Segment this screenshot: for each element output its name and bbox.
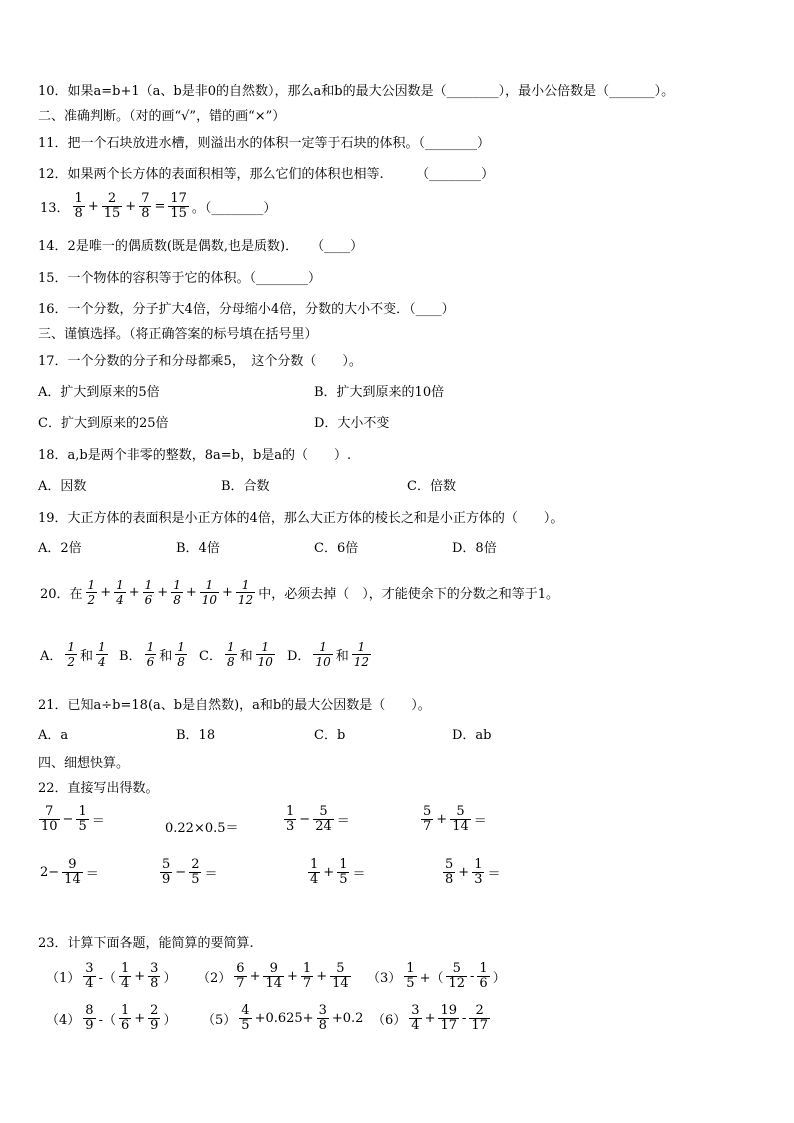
q23-item-3 [365,962,508,991]
math-symbol: + [458,865,470,880]
math-symbol: -（ [98,971,116,986]
q23-item-5 [200,1004,365,1033]
q22-item-4 [420,805,489,834]
section-3-title: 三、谨慎选择。（将正确答案的标号填在括号里） [38,327,318,342]
fraction: $\frac{1}{10}$ [257,640,273,669]
math-symbol: + [134,1011,146,1026]
question-15 [38,270,321,288]
math-symbol: -（ [98,1013,116,1028]
math-symbol: 。（________） [191,201,277,216]
question-21-option-d: D．ab [452,728,492,743]
question-14 [38,238,363,256]
section-4-title: 四、细想快算。 [38,756,130,771]
math-symbol: +（ [419,971,444,986]
section-4-heading [38,755,129,773]
math-symbol: （4） [46,1013,81,1028]
question-17-option-b: B．扩大到原来的10倍 [314,385,445,400]
q22-item-6 [159,858,219,887]
fraction: $\frac{17}{15}$ [170,191,187,221]
fraction: $\frac{9}{14}$ [265,961,283,991]
question-20-option-a [38,640,109,669]
math-symbol: 中，必须去掉（ ），才能使余下的分数之和等于1。 [258,587,559,602]
math-symbol: + [157,585,169,600]
question-21-text: 21．已知a÷b=18(a、b是自然数)，a和b的最大公因数是（ ）。 [38,698,431,713]
math-symbol: + [134,969,146,984]
fraction: $\frac{1}{5}$ [406,961,415,991]
q22-item-3 [283,805,352,834]
math-symbol: - [470,969,475,984]
math-symbol: + [436,812,448,827]
question-11 [38,135,490,153]
fraction: $\frac{19}{17}$ [440,1003,458,1033]
fraction: $\frac{1}{6}$ [146,640,155,669]
math-symbol: + [87,199,99,214]
q23-item-6 [370,1004,491,1033]
q22-item-7 [307,858,367,887]
fraction: $\frac{3}{4}$ [411,1003,420,1033]
question-21-option-c: C．b [314,728,346,743]
math-symbol: 2− [40,865,60,880]
question-19-option-d: D．8倍 [452,541,497,556]
question-17-option-d: D．大小不变 [314,416,390,431]
fraction: $\frac{1}{5}$ [78,804,87,834]
question-20-stem [38,578,561,607]
question-21-option-b: B．18 [176,728,216,743]
q23-item-2 [195,962,352,991]
fraction: $\frac{1}{6}$ [479,961,488,991]
question-16-text: 16．一个分数，分子扩大4倍，分母缩小4倍，分数的大小不变．（____） [38,302,455,317]
math-symbol: + [222,585,233,600]
math-symbol: + [125,199,137,214]
q22-item-2 [163,817,241,836]
math-symbol: ＝ [85,867,99,882]
question-10-text: 10．如果a=b+1（a、b是非0的自然数），那么a和b的最大公因数是（________），最小公倍数是（_______）。 [38,84,675,99]
fraction: $\frac{2}{5}$ [191,857,200,887]
math-symbol: 13． [40,201,70,216]
fraction: $\frac{2}{17}$ [471,1003,488,1033]
math-symbol: ＝ [473,814,487,829]
math-symbol: 和 [159,649,173,664]
math-symbol: − [299,812,311,827]
question-18-option-c: C．倍数 [407,479,456,494]
section-2-title: 二、准确判断。（对的画“√”，错的画“×”） [38,109,286,124]
question-19-option-b: B．4倍 [176,541,220,556]
question-18-option-a: A．因数 [38,479,87,494]
fraction: $\frac{2}{9}$ [150,1003,159,1033]
question-23-stem [38,935,254,953]
math-symbol: + [185,585,197,600]
question-19-option-c: C．6倍 [314,541,359,556]
question-17-option-c: C．扩大到原来的25倍 [38,416,169,431]
fraction: $\frac{1}{4}$ [310,857,319,887]
math-symbol: + [323,865,335,880]
fraction: $\frac{5}{12}$ [448,961,466,991]
math-symbol: + [249,969,261,984]
fraction: $\frac{1}{3}$ [474,857,483,887]
question-19-stem [38,510,563,528]
math-symbol: +0.2 [331,1011,364,1026]
fraction: $\frac{3}{8}$ [150,961,159,991]
fraction: $\frac{7}{8}$ [141,191,150,221]
math-symbol: B． [119,649,142,664]
fraction: $\frac{1}{8}$ [177,640,185,669]
fraction: $\frac{1}{6}$ [144,578,153,607]
math-symbol: （6） [372,1013,407,1028]
math-symbol: ＝ [204,867,218,882]
question-21-option-a: A．a [38,728,69,743]
question-17-text: 17．一个分数的分子和分母都乘5， 这个分数（ ）。 [38,354,362,369]
section-2-heading [38,108,285,126]
fraction: $\frac{1}{5}$ [339,857,348,887]
fraction: $\frac{1}{6}$ [120,1003,130,1033]
question-17-option-a: A．扩大到原来的5倍 [38,385,160,400]
math-symbol: + [316,969,328,984]
q22-item-5 [38,858,101,887]
question-22-text: 22．直接写出得数。 [38,781,159,796]
question-19-text: 19．大正方体的表面积是小正方体的4倍，那么大正方体的棱长之和是小正方体的（ ）。 [38,511,564,526]
fraction: $\frac{5}{9}$ [162,857,171,887]
fraction: $\frac{7}{10}$ [41,804,58,834]
question-23-text: 23．计算下面各题，能简算的要简算. [38,936,254,951]
math-symbol: + [100,585,112,600]
q22-item-8 [442,858,502,887]
math-symbol: 和 [335,649,349,664]
math-symbol: 和 [239,649,253,664]
math-symbol: ） [163,1013,177,1028]
fraction: $\frac{9}{14}$ [64,857,81,887]
section-3-heading [38,326,318,344]
fraction: $\frac{8}{9}$ [85,1003,94,1033]
question-18-option-b: B．合数 [221,479,270,494]
fraction: $\frac{1}{7}$ [302,961,312,991]
math-symbol: （1） [46,971,81,986]
fraction: $\frac{1}{8}$ [226,640,235,669]
math-symbol: + [287,969,298,984]
math-symbol: （3） [367,971,402,986]
math-symbol: ＝ [336,814,350,829]
math-symbol: ＝ [352,867,366,882]
fraction: $\frac{5}{8}$ [445,857,454,887]
math-symbol: − [62,812,74,827]
fraction: $\frac{5}{7}$ [423,804,432,834]
question-12-text: 12．如果两个长方体的表面积相等，那么它们的体积也相等. （________） [38,167,495,182]
q23-item-1 [44,962,178,991]
math-symbol: + [128,585,140,600]
fraction: $\frac{1}{10}$ [201,578,218,607]
question-22-stem [38,780,159,798]
fraction: $\frac{5}{24}$ [315,804,332,834]
question-12 [38,166,494,184]
q22-item-1 [38,805,107,834]
math-symbol: - [462,1011,467,1026]
fraction: $\frac{1}{2}$ [87,578,96,607]
math-symbol: = [154,199,166,214]
fraction: $\frac{6}{7}$ [236,961,245,991]
math-symbol: 0.22×0.5＝ [165,821,239,836]
math-symbol: （2） [197,971,232,986]
question-17-stem [38,353,362,371]
math-symbol: A． [40,649,63,664]
question-13 [38,192,278,221]
question-18-stem [38,447,351,465]
question-16 [38,301,455,319]
fraction: $\frac{1}{3}$ [286,804,295,834]
fraction: $\frac{1}{8}$ [173,578,181,607]
math-symbol: （5） [202,1013,237,1028]
fraction: $\frac{1}{12}$ [353,640,370,669]
math-symbol: C． [199,649,222,664]
fraction: $\frac{1}{4}$ [120,961,130,991]
math-symbol: ） [163,971,177,986]
question-21-stem [38,697,431,715]
question-15-text: 15．一个物体的容积等于它的体积。（________） [38,271,322,286]
fraction: $\frac{5}{14}$ [452,804,469,834]
math-symbol: 和 [80,649,94,664]
question-20-option-b [117,640,188,669]
question-20-option-d [285,640,372,669]
question-10 [38,83,674,101]
fraction: $\frac{2}{15}$ [103,191,121,221]
math-symbol: + [424,1011,436,1026]
math-symbol: D． [287,649,311,664]
math-symbol: − [175,865,187,880]
question-14-text: 14．2是唯一的偶质数(既是偶数,也是质数)． （____） [38,239,364,254]
fraction: $\frac{1}{4}$ [116,578,124,607]
question-19-option-a: A．2倍 [38,541,82,556]
fraction: $\frac{1}{12}$ [237,578,254,607]
math-symbol: 20．在 [40,587,83,602]
question-18-text: 18．a,b是两个非零的整数，8a=b，b是a的（ ）. [38,448,352,463]
fraction: $\frac{3}{8}$ [318,1003,327,1033]
math-symbol: +0.625+ [254,1011,314,1026]
fraction: $\frac{1}{4}$ [98,640,106,669]
fraction: $\frac{1}{10}$ [315,640,331,669]
q23-item-4 [44,1004,178,1033]
math-symbol: ＝ [91,814,105,829]
math-symbol: ＝ [487,867,501,882]
question-20-option-c [197,640,276,669]
fraction: $\frac{3}{4}$ [85,961,94,991]
fraction: $\frac{1}{2}$ [67,640,76,669]
math-symbol: ） [492,971,506,986]
fraction: $\frac{5}{14}$ [332,961,349,991]
fraction: $\frac{4}{5}$ [241,1003,250,1033]
fraction: $\frac{1}{8}$ [74,191,83,221]
question-11-text: 11．把一个石块放进水槽，则溢出水的体积一定等于石块的体积。（________） [38,136,491,151]
